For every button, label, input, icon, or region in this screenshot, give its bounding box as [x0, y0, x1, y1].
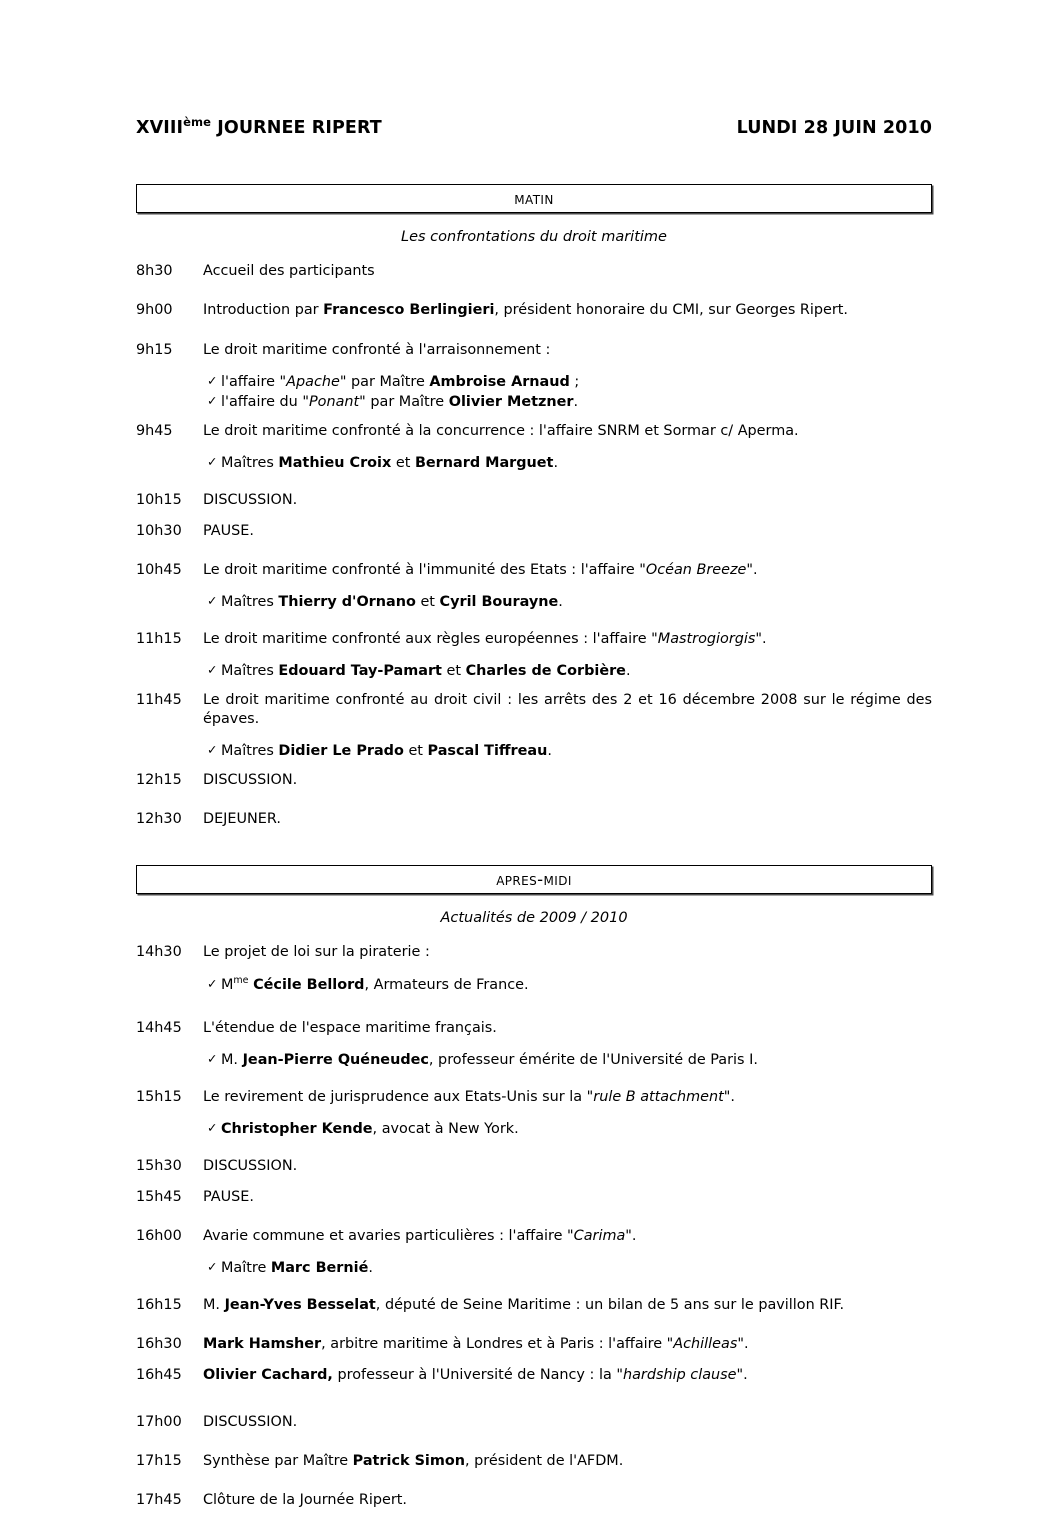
speaker-list-item [136, 661, 932, 681]
spacer [136, 1389, 932, 1413]
agenda-time: 15h15 [136, 1088, 182, 1105]
spacer [136, 1041, 932, 1050]
page-title [136, 115, 382, 138]
agenda-description: Accueil des participants [203, 263, 375, 279]
agenda-description: Le droit maritime confronté à la concurrence : l'affaire SNRM et Sormar c/ Aperma. [203, 422, 799, 439]
speaker-text: l'affaire "Apache" par Maître Ambroise Arnaud ; [221, 373, 580, 390]
agenda-time: 10h45 [136, 562, 182, 579]
session-band-label: apres-midi [496, 870, 572, 890]
session-subtitle-morning: Les confrontations du droit maritime [401, 229, 667, 245]
section-spacer [136, 832, 932, 865]
agenda-description: DEJEUNER. [203, 810, 281, 827]
agenda-time: 16h30 [136, 1336, 182, 1353]
speaker-list [136, 975, 932, 995]
agenda-time: 14h45 [136, 1020, 182, 1037]
agenda-description: Le droit maritime confronté au droit civil : les arrêts des 2 et 16 décembre 2008 sur le régime des épaves. [203, 691, 932, 727]
event-date: LUNDI 28 JUIN 2010 [736, 118, 932, 138]
agenda-description: DISCUSSION. [203, 771, 298, 788]
spacer [136, 652, 932, 661]
agenda-row [136, 630, 932, 649]
spacer [136, 995, 932, 1019]
spacer [136, 363, 932, 372]
title-prefix: XVIII [136, 118, 184, 138]
agenda-row [136, 691, 932, 730]
agenda-description: Mark Hamsher, arbitre maritime à Londres et à Paris : l'affaire "Achilleas". [203, 1336, 749, 1353]
agenda-description: DISCUSSION. [203, 1157, 298, 1174]
agenda-time: 17h15 [136, 1453, 182, 1470]
spacer [136, 793, 932, 810]
speaker-list-item [136, 453, 932, 473]
spacer [136, 1249, 932, 1258]
agenda-time: 9h00 [136, 302, 173, 319]
agenda-description: Synthèse par Maître Patrick Simon, président de l'AFDM. [203, 1453, 624, 1470]
agenda-description: Introduction par Francesco Berlingieri, président honoraire du CMI, sur Georges Ripert. [203, 302, 849, 319]
session-subtitle-afternoon: Actualités de 2009 / 2010 [440, 910, 628, 927]
speaker-text: Maîtres Didier Le Prado et Pascal Tiffreau. [221, 743, 552, 760]
agenda-row [136, 1366, 932, 1385]
spacer [136, 1179, 932, 1188]
afternoon-session [136, 865, 932, 1510]
speaker-text: Maître Marc Bernié. [221, 1260, 373, 1277]
agenda-time: 12h15 [136, 771, 182, 788]
speaker-text: Maîtres Thierry d'Ornano et Cyril Bourayne. [221, 594, 563, 611]
checkmark-icon: ✓ [207, 593, 218, 609]
speaker-list-item [136, 372, 932, 392]
title-suffix: JOURNEE RIPERT [211, 118, 382, 138]
agenda-description: M. Jean-Yves Besselat, député de Seine Maritime : un bilan de 5 ans sur le pavillon RIF. [203, 1296, 845, 1313]
speaker-list-item [136, 1050, 932, 1070]
agenda-time: 9h45 [136, 422, 173, 439]
agenda-description: Le droit maritime confronté à l'arraisonnement : [203, 341, 551, 358]
spacer [136, 1071, 932, 1088]
agenda-time: 11h15 [136, 630, 182, 647]
checkmark-icon: ✓ [207, 454, 218, 470]
spacer [136, 413, 932, 422]
agenda-row [136, 771, 932, 790]
spacer [136, 732, 932, 741]
spacer [136, 444, 932, 453]
spacer [136, 583, 932, 592]
spacer [136, 513, 932, 522]
speaker-list [136, 741, 932, 761]
agenda-row [136, 561, 932, 580]
agenda-description: Le revirement de jurisprudence aux Etats-Unis sur la "rule B attachment". [203, 1088, 735, 1105]
agenda-description: DISCUSSION. [203, 491, 298, 508]
title-ordinal-suffix: ème [183, 115, 212, 130]
speaker-text: l'affaire du "Ponant" par Maître Olivier Metzner. [221, 394, 579, 411]
checkmark-icon: ✓ [207, 1120, 218, 1136]
afternoon-agenda-list [136, 943, 932, 1510]
spacer [136, 474, 932, 491]
agenda-time: 17h00 [136, 1413, 182, 1430]
morning-agenda-list [136, 262, 932, 829]
agenda-row [136, 262, 932, 281]
spacer [136, 324, 932, 341]
agenda-time: 11h45 [136, 691, 182, 708]
document-body [136, 115, 932, 1514]
agenda-row [136, 1296, 932, 1315]
speaker-list-item [136, 741, 932, 761]
speaker-list [136, 592, 932, 612]
session-band-afternoon [136, 865, 932, 894]
speaker-list-item [136, 1258, 932, 1278]
agenda-row [136, 810, 932, 829]
session-band-label: matin [514, 189, 554, 208]
checkmark-icon: ✓ [207, 662, 218, 678]
spacer [136, 1474, 932, 1491]
agenda-description: Olivier Cachard, professeur à l'Université de Nancy : la "hardship clause". [203, 1367, 748, 1384]
speaker-text: Maîtres Mathieu Croix et Bernard Marguet. [221, 455, 559, 472]
agenda-description: PAUSE. [203, 522, 254, 539]
speaker-list [136, 453, 932, 473]
agenda-time: 15h45 [136, 1188, 182, 1205]
spacer [136, 1140, 932, 1157]
agenda-description: PAUSE. [203, 1188, 254, 1205]
speaker-list-item [136, 975, 932, 995]
spacer [136, 682, 932, 691]
spacer [136, 1279, 932, 1296]
agenda-time: 10h30 [136, 522, 182, 539]
morning-session [136, 184, 932, 829]
agenda-row [136, 1491, 932, 1510]
agenda-row [136, 1227, 932, 1246]
agenda-row [136, 522, 932, 541]
agenda-time: 17h45 [136, 1492, 182, 1509]
checkmark-icon: ✓ [207, 1051, 218, 1067]
agenda-row [136, 1188, 932, 1207]
speaker-text: Christopher Kende, avocat à New York. [221, 1121, 519, 1138]
agenda-time: 12h30 [136, 810, 182, 827]
agenda-row [136, 301, 932, 320]
speaker-list-item [136, 1119, 932, 1139]
agenda-row [136, 943, 932, 962]
agenda-time: 9h15 [136, 341, 173, 358]
checkmark-icon: ✓ [207, 975, 218, 991]
document-header [136, 115, 932, 138]
speaker-list [136, 1258, 932, 1278]
checkmark-icon: ✓ [207, 393, 218, 409]
agenda-row [136, 1019, 932, 1038]
agenda-time: 10h15 [136, 491, 182, 508]
spacer [136, 762, 932, 771]
agenda-description: Clôture de la Journée Ripert. [203, 1492, 407, 1509]
agenda-description: Avarie commune et avaries particulières : l'affaire "Carima". [203, 1228, 637, 1245]
agenda-time: 8h30 [136, 263, 173, 279]
agenda-row [136, 1413, 932, 1432]
checkmark-icon: ✓ [207, 1259, 218, 1275]
speaker-list [136, 1119, 932, 1139]
spacer [136, 544, 932, 561]
spacer [136, 1318, 932, 1335]
speaker-text: $M^{me}$ Cécile Bellord, Armateurs de France. [221, 974, 529, 993]
session-band-morning [136, 184, 932, 213]
speaker-text: M. Jean-Pierre Quéneudec, professeur émérite de l'Université de Paris I. [221, 1052, 758, 1069]
agenda-time: 15h30 [136, 1157, 182, 1174]
agenda-description: DISCUSSION. [203, 1413, 298, 1430]
agenda-time: 16h00 [136, 1228, 182, 1245]
agenda-description: Le droit maritime confronté aux règles européennes : l'affaire "Mastrogiorgis". [203, 630, 767, 647]
agenda-time: 16h15 [136, 1296, 182, 1313]
agenda-row [136, 1088, 932, 1107]
agenda-description: Le projet de loi sur la piraterie : [203, 944, 430, 961]
agenda-row [136, 1452, 932, 1471]
checkmark-icon: ✓ [207, 742, 218, 758]
spacer [136, 284, 932, 301]
speaker-list-item [136, 592, 932, 612]
checkmark-icon: ✓ [207, 372, 218, 388]
speaker-list-item [136, 392, 932, 412]
spacer [136, 966, 932, 975]
speaker-list [136, 372, 932, 413]
spacer [136, 1210, 932, 1227]
spacer [136, 1110, 932, 1119]
spacer [136, 1357, 932, 1366]
agenda-row [136, 422, 932, 441]
agenda-row [136, 1157, 932, 1176]
spacer [136, 1435, 932, 1452]
agenda-time: 16h45 [136, 1367, 182, 1384]
agenda-row [136, 491, 932, 510]
agenda-description: L'étendue de l'espace maritime français. [203, 1020, 497, 1037]
agenda-time: 14h30 [136, 944, 182, 961]
agenda-row [136, 1335, 932, 1354]
spacer [136, 613, 932, 630]
agenda-description: Le droit maritime confronté à l'immunité des Etats : l'affaire "Océan Breeze". [203, 562, 758, 579]
agenda-row [136, 341, 932, 360]
speaker-list [136, 1050, 932, 1070]
speaker-text: Maîtres Edouard Tay-Pamart et Charles de Corbière. [221, 663, 631, 680]
speaker-list [136, 661, 932, 681]
